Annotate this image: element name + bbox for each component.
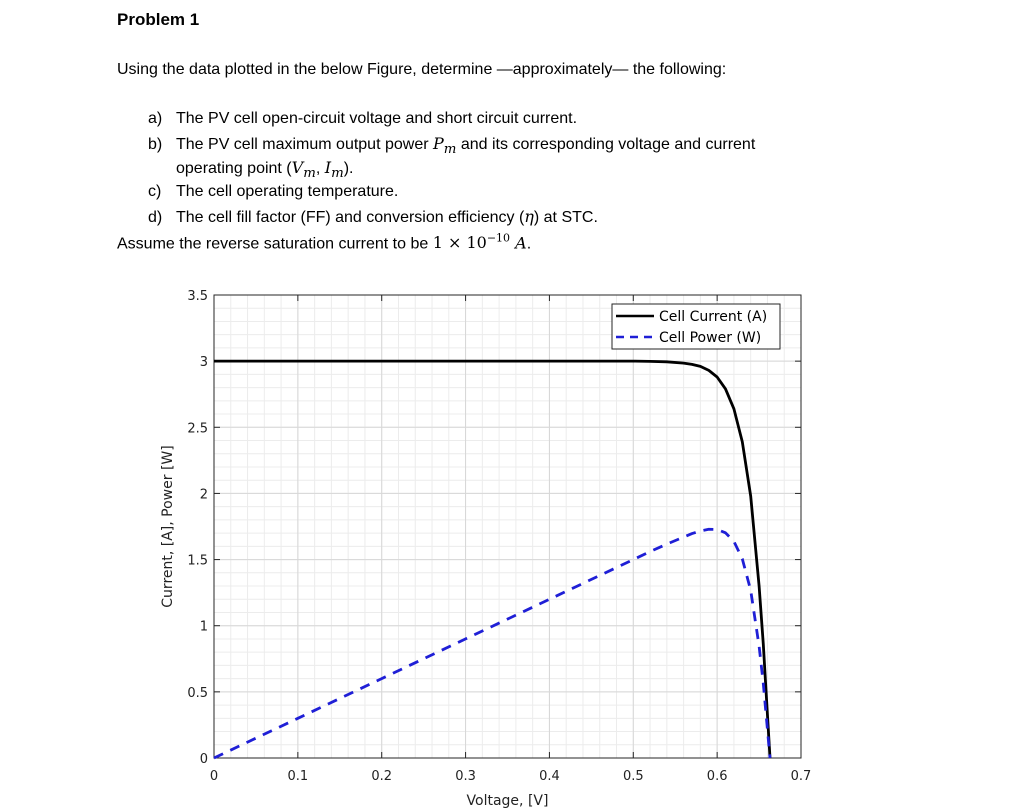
legend-label-cell-power: Cell Power (W) [659,330,762,346]
y-tick-label: 1.5 [187,553,208,569]
question-b-text-3: operating point ( [176,160,292,177]
chart-major-grid [214,295,801,758]
chart-minor-grid [214,295,801,758]
question-c-letter: c) [148,183,162,200]
x-tick-label: 0.4 [539,769,560,784]
question-b-letter: b) [148,136,163,153]
question-d-text-2: ) at STC. [533,209,598,226]
x-tick-label: 0.2 [371,769,393,784]
question-c-text: The cell operating temperature. [176,183,399,200]
plot-frame [214,295,801,758]
problem-title: Problem 1 [117,10,200,29]
axis-ticks [214,295,801,758]
x-tick-label: 0.6 [706,769,728,784]
legend-label-cell-current: Cell Current (A) [659,309,768,325]
question-b-comma: , [315,160,325,177]
question-b-text-1: The PV cell maximum output power [176,136,433,153]
y-tick-label: 0 [199,752,208,767]
saturation-current-value: $1 \times 10^{-10}$ [432,232,511,253]
assumption-text: Assume the reverse saturation current to be [117,235,433,253]
question-a-text: The PV cell open-circuit voltage and short circuit current. [176,110,578,127]
assumption-end: . [526,235,532,253]
y-tick-label: 0.5 [187,685,208,701]
x-tick-label: 0.5 [622,769,644,784]
question-d-text-1: The cell fill factor (FF) and conversion efficiency ( [176,209,525,226]
problem-intro: Using the data plotted in the below Figure, determine —approximately— the following: [117,61,727,78]
chart-legend [612,304,780,349]
y-tick-label: 1 [199,619,208,635]
x-tick-label: 0.7 [790,769,812,784]
y-axis-title: Current, [A], Power [W] [160,445,176,608]
y-tick-label: 3.5 [187,289,208,304]
y-tick-label: 3 [199,355,208,371]
x-axis-title: Voltage, [V] [466,793,549,809]
symbol-pm: $P_m$ [433,134,457,158]
symbol-eta: η [524,207,534,226]
y-tick-label: 2.5 [187,421,208,437]
symbol-im: $I_m$ [324,158,344,182]
x-tick-label: 0 [209,769,219,784]
question-b-text-4: ). [343,160,354,177]
question-a-letter: a) [148,110,163,127]
x-tick-label: 0.1 [287,769,309,784]
saturation-current-unit: A [510,233,527,253]
y-tick-label: 2 [199,487,208,503]
symbol-vm: $V_m$ [291,158,316,182]
question-d-letter: d) [148,209,163,226]
x-tick-label: 0.3 [455,769,476,784]
question-b-text-2: and its corresponding voltage and current [456,136,756,153]
